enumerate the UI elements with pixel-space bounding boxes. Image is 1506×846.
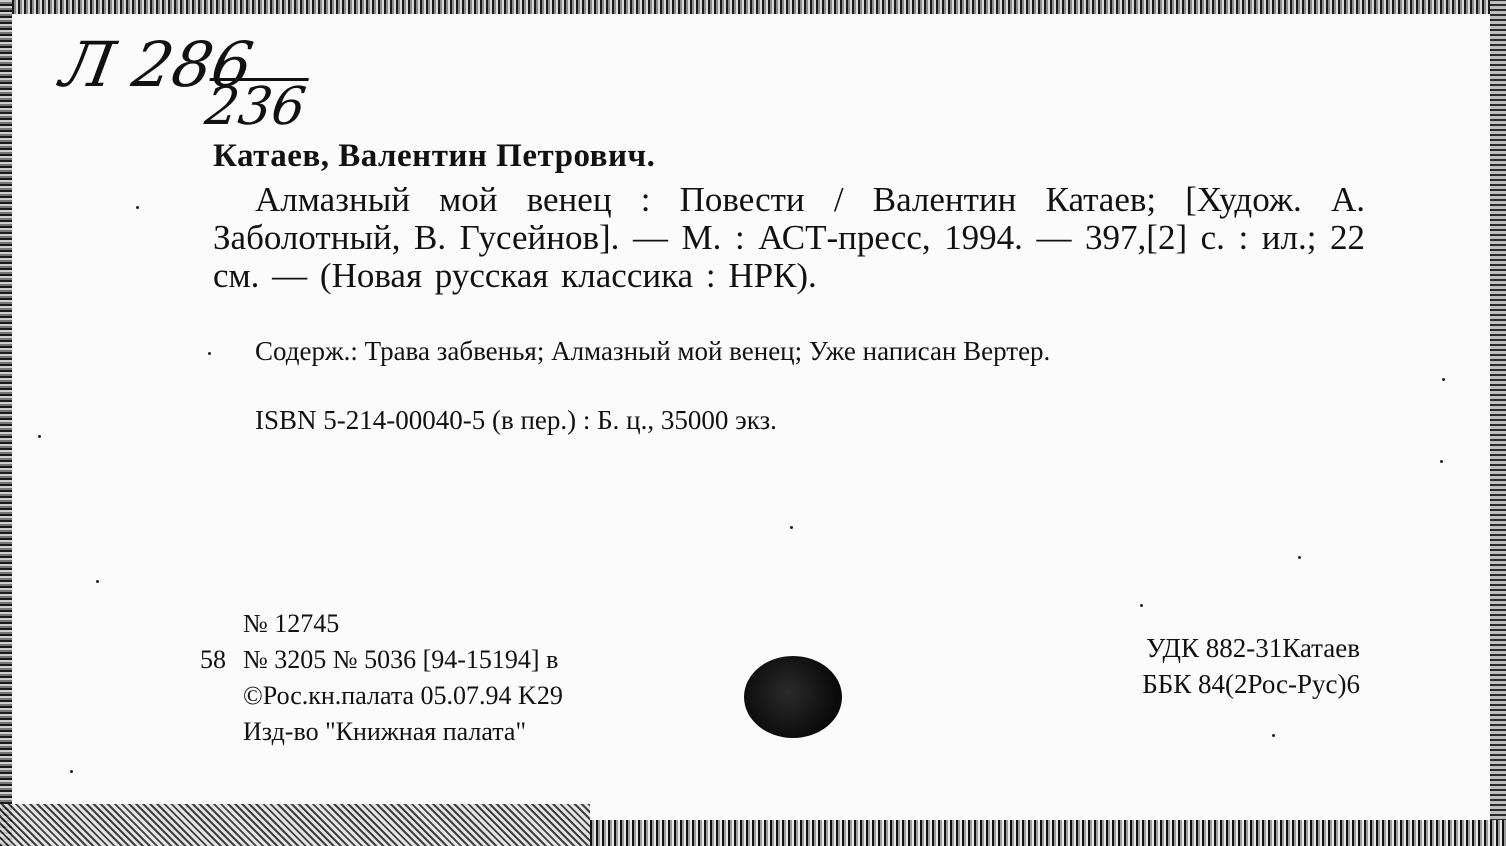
scan-speck [70,770,73,773]
record-contents: Содерж.: Трава забвенья; Алмазный мой венец; Уже написан Вертер. [255,336,1051,366]
shelf-mark-main: Л 286 [55,28,259,101]
scan-border-right [1490,0,1506,846]
scan-border-top [0,0,1506,14]
imprint-chamber: ©Рос.кн.палата 05.07.94 K29 [243,681,563,710]
imprint-line-prefix: 58 [200,645,226,674]
scan-speck [1442,378,1445,381]
scan-speck [1272,734,1275,737]
imprint-line-text: № 3205 № 5036 [94-15194] в [243,645,559,674]
scan-speck [1440,460,1443,463]
bbk-code: ББК 84(2Рос-Рус)6 [1142,669,1360,699]
record-description: Алмазный мой венец : Повести / Валентин Катаев; [Худож. А. Заболотный, В. Гусейнов]. — М. : АСТ-пресс, 1994. — 397,[2] с. : ил.; 22 см. — (Новая русская классика : НРК). [213,180,1365,295]
scan-border-bottom-right [590,820,1506,846]
classification-block [1056,630,1360,702]
imprint-block [200,606,563,750]
imprint-publisher: Изд-во "Книжная палата" [243,717,527,746]
scan-speck [1140,604,1143,607]
card-punch-hole [744,656,842,738]
scan-speck [38,435,41,438]
record-isbn: ISBN 5-214-00040-5 (в пер.) : Б. ц., 35000 экз. [255,405,777,435]
shelf-mark-sub: 236 [201,77,310,137]
scan-speck [790,526,793,529]
scan-speck [96,580,99,583]
imprint-number: № 12745 [243,609,340,638]
scan-border-left [0,0,12,846]
imprint-line [200,642,563,678]
record-author: Катаев, Валентин Петрович. [213,138,656,174]
udc-code: УДК 882-31Катаев [1146,633,1360,663]
scan-speck [136,206,139,209]
scan-border-bottom-left [0,804,590,846]
scan-speck [208,352,211,355]
scan-speck [1298,556,1301,559]
